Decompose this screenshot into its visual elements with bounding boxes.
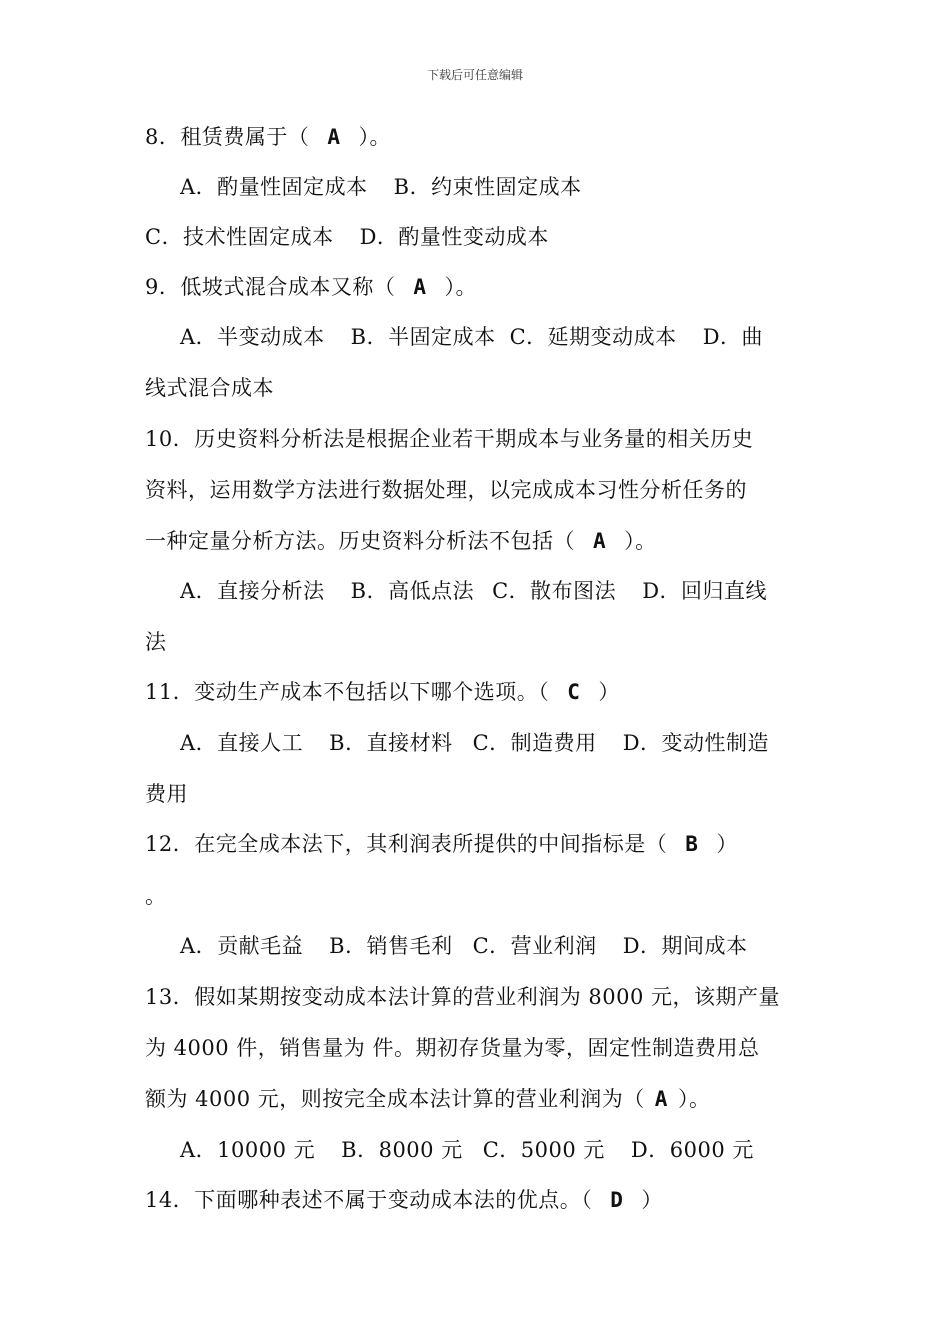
question-12-end-period: 。 bbox=[145, 884, 167, 908]
question-11-options bbox=[180, 728, 860, 758]
question-13-option-c: C．5000 元 bbox=[482, 1138, 605, 1162]
question-9-option-a: A．半变动成本 bbox=[180, 325, 325, 349]
question-13-line-2: 为 4000 件，销售量为 件。期初存货量为零，固定性制造费用总 bbox=[145, 1036, 760, 1060]
question-10-option-d-cont: 法 bbox=[145, 630, 167, 654]
question-8-option-a: A．酌量性固定成本 bbox=[180, 175, 368, 199]
question-14-end: ） bbox=[641, 1188, 663, 1212]
question-12-option-d: D．期间成本 bbox=[622, 934, 748, 958]
question-8-options-2 bbox=[145, 222, 825, 252]
question-14-stem: 14．下面哪种表述不属于变动成本法的优点。（ bbox=[145, 1188, 593, 1212]
question-9 bbox=[145, 272, 825, 302]
question-10-stem: 一种定量分析方法。历史资料分析法不包括（ bbox=[145, 529, 575, 553]
question-8-option-c: C．技术性固定成本 bbox=[145, 225, 334, 249]
question-9-option-b: B．半固定成本 bbox=[350, 325, 496, 349]
question-8-option-d: D．酌量性变动成本 bbox=[359, 225, 549, 249]
question-11-option-d: D．变动性制造 bbox=[622, 731, 770, 755]
question-13-option-d: D．6000 元 bbox=[630, 1138, 754, 1162]
question-10-options bbox=[180, 576, 860, 606]
question-11-stem: 11．变动生产成本不包括以下哪个选项。（ bbox=[145, 680, 550, 704]
question-13-line-1: 13．假如某期按变动成本法计算的营业利润为 8000 元，该期产量 bbox=[145, 985, 781, 1009]
question-11-option-a: A．直接人工 bbox=[180, 731, 304, 755]
question-12-option-b: B．销售毛利 bbox=[329, 934, 453, 958]
question-11-option-d-cont: 费用 bbox=[145, 782, 188, 806]
question-10-option-b: B．高低点法 bbox=[350, 579, 475, 603]
question-10-line-2: 资料，运用数学方法进行数据处理，以完成成本习性分析任务的 bbox=[145, 478, 747, 502]
question-8 bbox=[145, 122, 825, 152]
question-11 bbox=[145, 677, 825, 707]
question-12-stem: 12．在完全成本法下，其利润表所提供的中间指标是（ bbox=[145, 832, 668, 856]
question-8-answer: A bbox=[327, 125, 341, 149]
question-9-option-d: D．曲 bbox=[702, 325, 764, 349]
question-9-stem: 9．低坡式混合成本又称（ bbox=[145, 275, 396, 299]
question-9-answer: A bbox=[413, 275, 427, 299]
question-11-answer: C bbox=[567, 680, 581, 704]
question-8-end: ）。 bbox=[358, 125, 392, 149]
question-8-stem: 8．租赁费属于（ bbox=[145, 125, 310, 149]
question-9-end: ）。 bbox=[444, 275, 478, 299]
question-13-line-3 bbox=[145, 1084, 825, 1114]
header-note: 下载后可任意编辑 bbox=[426, 68, 523, 82]
question-13-end: ）。 bbox=[677, 1087, 711, 1111]
question-14-answer: D bbox=[610, 1188, 624, 1212]
question-9-option-d-cont: 线式混合成本 bbox=[145, 376, 274, 400]
question-13-option-a: A．10000 元 bbox=[180, 1138, 316, 1162]
question-13-option-b: B．8000 元 bbox=[341, 1138, 463, 1162]
question-12-option-a: A．贡献毛益 bbox=[180, 934, 304, 958]
question-8-options-1 bbox=[180, 172, 860, 202]
question-10-option-a: A．直接分析法 bbox=[180, 579, 325, 603]
question-13-stem: 额为 4000 元，则按完全成本法计算的营业利润为（ bbox=[145, 1087, 645, 1111]
question-12-answer: B bbox=[685, 832, 699, 856]
question-12-options bbox=[180, 931, 860, 961]
question-10-answer: A bbox=[593, 529, 607, 553]
question-12-end: ） bbox=[716, 832, 738, 856]
question-8-option-b: B．约束性固定成本 bbox=[393, 175, 582, 199]
question-12-option-c: C．营业利润 bbox=[472, 934, 597, 958]
question-9-option-c: C．延期变动成本 bbox=[509, 325, 677, 349]
question-12 bbox=[145, 829, 825, 859]
question-10-option-d: D．回归直线 bbox=[642, 579, 768, 603]
question-13-answer: A bbox=[654, 1087, 668, 1111]
question-10-line-1: 10．历史资料分析法是根据企业若干期成本与业务量的相关历史 bbox=[145, 427, 754, 451]
question-14 bbox=[145, 1185, 825, 1215]
question-10-line-3 bbox=[145, 526, 825, 556]
question-9-options bbox=[180, 322, 860, 352]
question-11-option-b: B．直接材料 bbox=[329, 731, 453, 755]
question-13-options bbox=[180, 1135, 860, 1165]
question-10-end: ）。 bbox=[624, 529, 657, 553]
question-11-option-c: C．制造费用 bbox=[472, 731, 597, 755]
question-11-end: ） bbox=[598, 680, 620, 704]
question-10-option-c: C．散布图法 bbox=[492, 579, 617, 603]
